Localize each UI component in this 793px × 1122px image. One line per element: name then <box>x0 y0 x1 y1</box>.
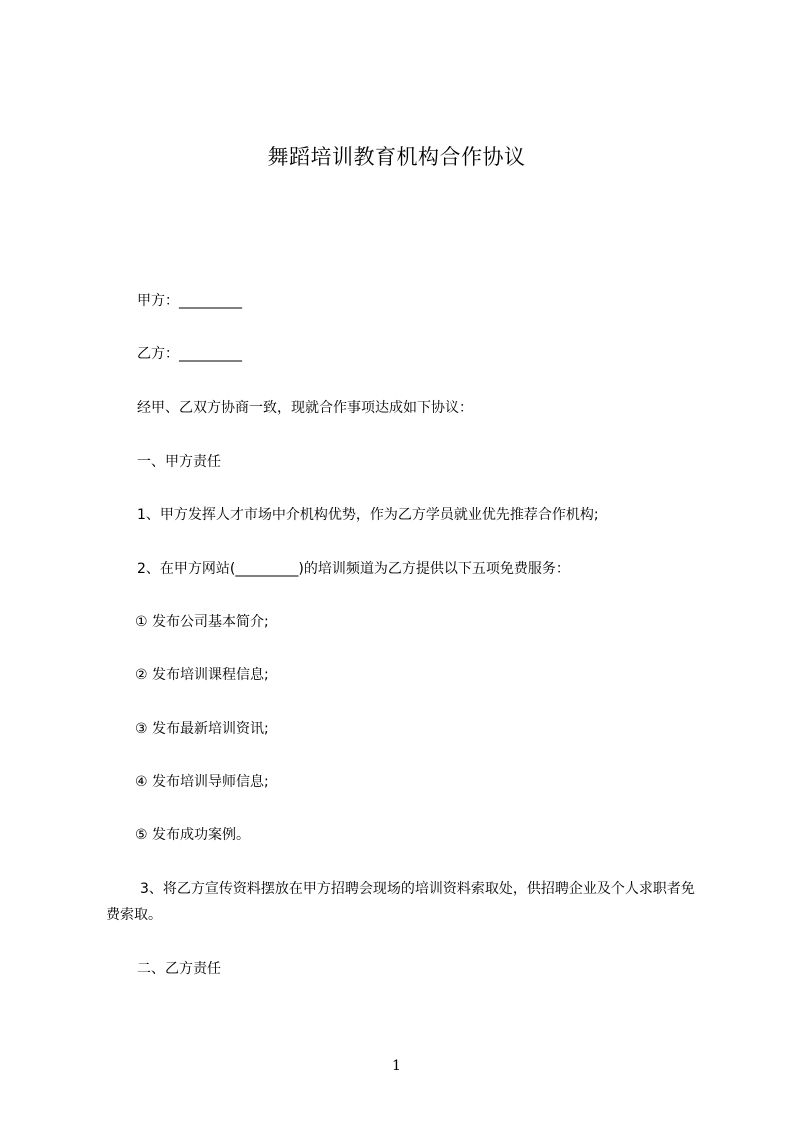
clause-1-2: 2、在甲方网站(_________)的培训频道为乙方提供以下五项免费服务： <box>137 561 570 577</box>
service-item-3: ③ 发布最新培训资讯; <box>135 721 269 737</box>
party-b-line: 乙方：_________ <box>137 346 242 362</box>
service-item-4: ④ 发布培训导师信息; <box>135 774 269 790</box>
service-item-2: ② 发布培训课程信息; <box>135 667 269 683</box>
document-title: 舞蹈培训教育机构合作协议 <box>267 145 526 169</box>
section-1-heading: 一、甲方责任 <box>137 454 221 470</box>
clause-1-1: 1、甲方发挥人才市场中介机构优势，作为乙方学员就业优先推荐合作机构; <box>137 507 599 523</box>
section-2-heading: 二、乙方责任 <box>137 961 221 977</box>
page-number: 1 <box>392 1058 401 1074</box>
clause-1-3: 3、将乙方宣传资料摆放在甲方招聘会现场的培训资料索取处，供招聘企业及个人求职者免费索取。 <box>106 881 695 923</box>
party-a-line: 甲方：_________ <box>137 293 242 309</box>
intro-paragraph: 经甲、乙双方协商一致，现就合作事项达成如下协议： <box>137 400 473 416</box>
service-item-1: ① 发布公司基本简介; <box>135 614 269 630</box>
service-item-5: ⑤ 发布成功案例。 <box>135 827 251 843</box>
